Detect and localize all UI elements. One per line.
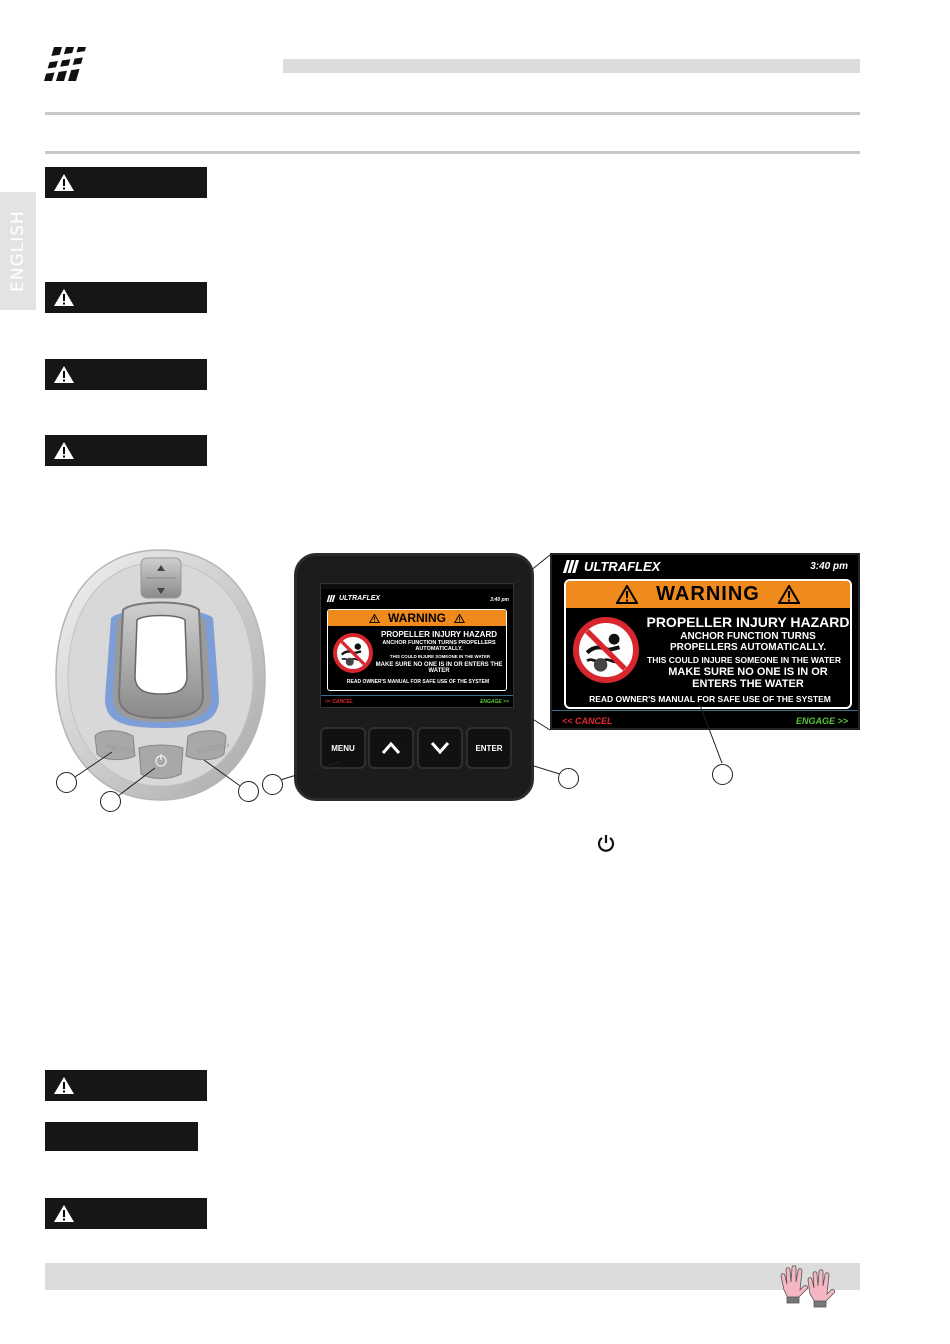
callout-circle (558, 768, 579, 789)
hazard-line-injure: THIS COULD INJURE SOMEONE IN THE WATER (647, 655, 841, 665)
warning-triangle-icon (53, 441, 75, 460)
up-button[interactable] (368, 727, 414, 769)
hazard-line-make-sure: MAKE SURE NO ONE IS IN OR ENTERS THE WATER (668, 666, 828, 690)
engage-softkey[interactable]: ENGAGE >> (480, 699, 509, 705)
language-tab (0, 192, 36, 310)
power-icon (596, 833, 616, 853)
warning-banner (566, 581, 850, 608)
warning-box (45, 1198, 207, 1229)
display-screen-enlarged (550, 553, 860, 730)
warning-box (45, 282, 207, 313)
enter-button[interactable] (466, 727, 512, 769)
warning-box (45, 359, 207, 390)
warning-triangle-icon (53, 288, 75, 307)
note-box (45, 1122, 198, 1151)
warning-banner (328, 610, 506, 626)
warning-triangle-icon (778, 585, 800, 604)
warning-box (45, 435, 207, 466)
remote-heading-label: HEADING (196, 740, 231, 756)
ultraflex-logo-icon (44, 47, 86, 81)
screen-footer-line (552, 710, 858, 711)
callout-circle (238, 781, 259, 802)
warning-triangle-icon (53, 173, 75, 192)
screen-time: 3:40 pm (490, 597, 509, 603)
screen-footer-line (321, 695, 513, 696)
warning-panel (564, 579, 852, 709)
callout-circle (712, 764, 733, 785)
warning-triangle-icon (53, 365, 75, 384)
warning-triangle-icon (454, 614, 465, 623)
screen-time: 3:40 pm (810, 561, 848, 572)
warning-triangle-icon (616, 585, 638, 604)
screen-brand (562, 559, 660, 574)
down-button[interactable] (417, 727, 463, 769)
warning-banner-text: WARNING (656, 583, 760, 605)
header-rule-bottom (45, 151, 860, 154)
hazard-title: PROPELLER INJURY HAZARD (380, 630, 497, 639)
warning-triangle-icon (53, 1076, 75, 1095)
footer-bar (45, 1263, 860, 1290)
warning-banner-text: WARNING (388, 611, 446, 625)
display-screen-small (321, 589, 513, 707)
warning-triangle-icon (369, 614, 380, 623)
hazard-line-anchor: ANCHOR FUNCTION TURNS PROPELLERS AUTOMATICALLY. (382, 640, 496, 652)
engage-softkey[interactable]: ENGAGE >> (795, 716, 848, 726)
menu-button-label: MENU (331, 743, 355, 753)
warning-panel (327, 609, 507, 691)
remote-anchor-label: ANCHOR (104, 742, 137, 757)
hazard-title: PROPELLER INJURY HAZARD (646, 614, 850, 630)
joystick-remote-illustration (53, 548, 268, 808)
warning-box (45, 167, 207, 198)
protective-gloves-icon (778, 1262, 838, 1310)
hazard-line-make-sure: MAKE SURE NO ONE IS IN OR ENTERS THE WATER (375, 662, 503, 675)
callout-circle (100, 791, 121, 812)
hazard-line-read: READ OWNER'S MANUAL FOR SAFE USE OF THE SYSTEM (346, 679, 490, 685)
chevron-down-icon (430, 741, 450, 755)
hazard-line-anchor: ANCHOR FUNCTION TURNS PROPELLERS AUTOMATICALLY. (669, 631, 827, 653)
hazard-line-injure: THIS COULD INJURE SOMEONE IN THE WATER (389, 654, 491, 659)
no-swimming-icon (573, 617, 639, 683)
menu-button[interactable] (320, 727, 366, 769)
callout-circle (262, 774, 283, 795)
screen-brand-text: ULTRAFLEX (339, 595, 381, 602)
screen-brand (325, 595, 380, 602)
enter-button-label: ENTER (475, 743, 503, 753)
cancel-softkey[interactable]: << CANCEL (325, 699, 354, 705)
hazard-line-read: READ OWNER'S MANUAL FOR SAFE USE OF THE SYSTEM (589, 694, 831, 704)
ultraflex-logo-icon (562, 560, 580, 573)
section-header-bar (283, 59, 860, 73)
ultraflex-logo-icon (325, 595, 337, 602)
language-tab-label: ENGLISH (8, 210, 28, 292)
callout-circle (56, 772, 77, 793)
no-swimming-icon (333, 633, 373, 673)
chevron-up-icon (381, 741, 401, 755)
warning-triangle-icon (53, 1204, 75, 1223)
header-rule-top (45, 112, 860, 115)
screen-brand-text: ULTRAFLEX (584, 559, 661, 574)
warning-box (45, 1070, 207, 1101)
cancel-softkey[interactable]: << CANCEL (562, 716, 613, 726)
